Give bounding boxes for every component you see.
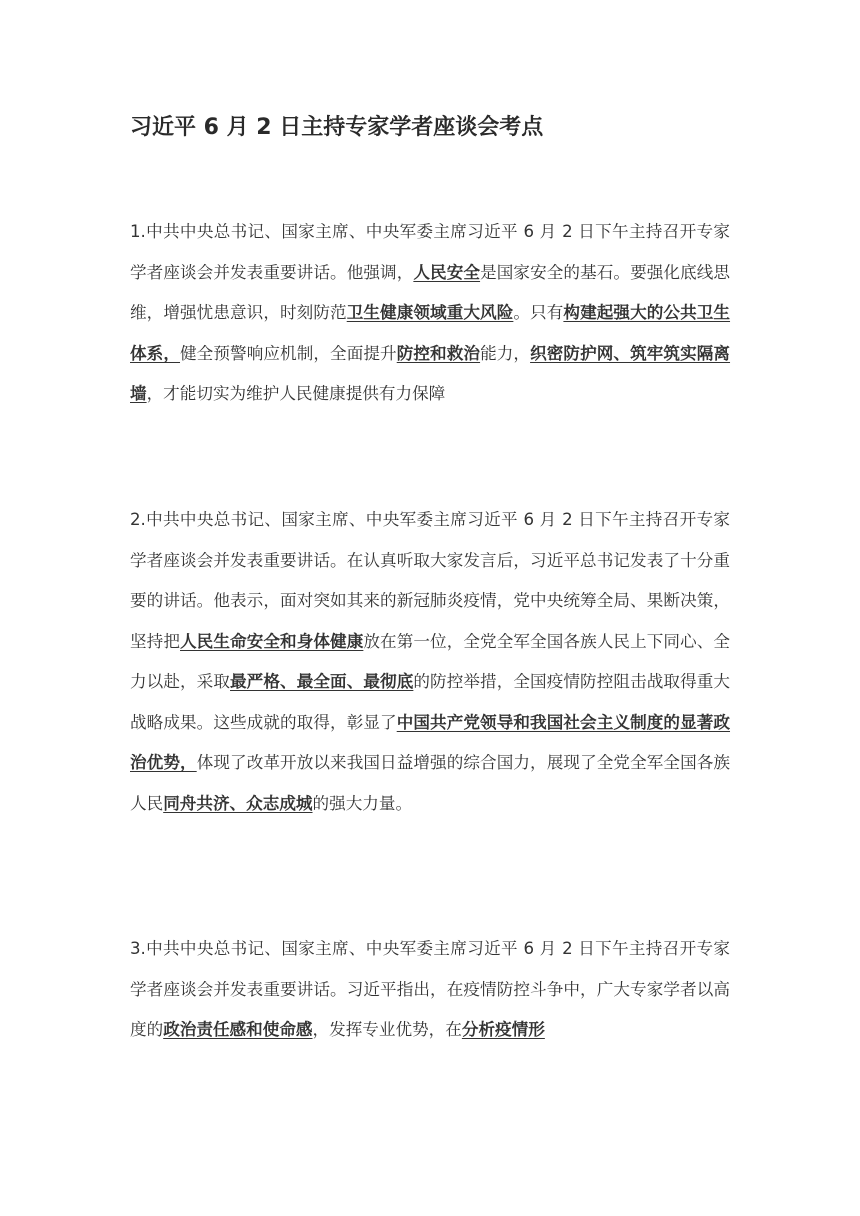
key-point: 同舟共济、众志成城 [163, 793, 313, 813]
paragraph-2 [130, 500, 730, 824]
paragraph-text: 健全预警响应机制，全面提升 [180, 343, 397, 363]
paragraph-text: 能力， [480, 343, 531, 363]
paragraph-text: ，才能切实为维护人民健康提供有力保障 [146, 384, 446, 403]
key-point: 防控和救治 [396, 343, 481, 363]
key-point: 人民安全 [413, 262, 481, 282]
paragraph-text: 是国家安全的基石。要强化底线思维，增强忧患意识，时刻防范 [130, 262, 731, 322]
paragraph-text: ，发挥专业优势，在 [312, 1020, 462, 1039]
paragraph-text: 的防控举措，全国疫情防控阻击战取得重大战略成果。这些成就的取得，彰显了 [130, 672, 731, 732]
key-point: 织密防护网、筑牢筑实隔离墙 [130, 343, 731, 403]
paragraph-text: 放在第一位，全党全军全国各族人民上下同心、全力以赴，采取 [130, 631, 731, 691]
paragraph-text: 的强大力量。 [312, 793, 413, 813]
key-point: 人民生命安全和身体健康 [180, 631, 364, 651]
paragraph-1 [130, 212, 730, 415]
key-point: 分析疫情形 [461, 1020, 545, 1039]
paragraph-text: 3.中共中央总书记、国家主席、中央军委主席习近平 6 月 2 日下午主持召开专家学者座谈会并发表重要讲话。习近平指出，在疫情防控斗争中，广大专家学者以高度的 [130, 939, 730, 1039]
key-point: 最严格、最全面、最彻底 [230, 672, 414, 691]
paragraph-text: 。只有 [513, 303, 564, 322]
paragraph-text: 体现了改革开放以来我国日益增强的综合国力，展现了全党全军全国各族人民 [130, 753, 731, 813]
key-point: 构建起强大的公共卫生体系， [130, 303, 731, 363]
paragraph-text: 2.中共中央总书记、国家主席、中央军委主席习近平 6 月 2 日下午主持召开专家学者座谈会并发表重要讲话。在认真听取大家发言后，习近平总书记发表了十分重要的讲话。他表示，面对突如其来的新冠肺炎疫情，党中央统筹全局、果断决策，坚持把 [130, 510, 730, 651]
key-point: 卫生健康领域重大风险 [346, 303, 514, 322]
document-title: 习近平 6 月 2 日主持专家学者座谈会考点 [130, 115, 544, 140]
key-point: 中国共产党领导和我国社会主义制度的显著政治优势， [130, 712, 731, 772]
key-point: 政治责任感和使命感 [163, 1020, 313, 1039]
paragraph-3 [130, 929, 730, 1051]
paragraph-text: 1.中共中央总书记、国家主席、中央军委主席习近平 6 月 2 日下午主持召开专家学者座谈会并发表重要讲话。他强调， [130, 222, 730, 282]
